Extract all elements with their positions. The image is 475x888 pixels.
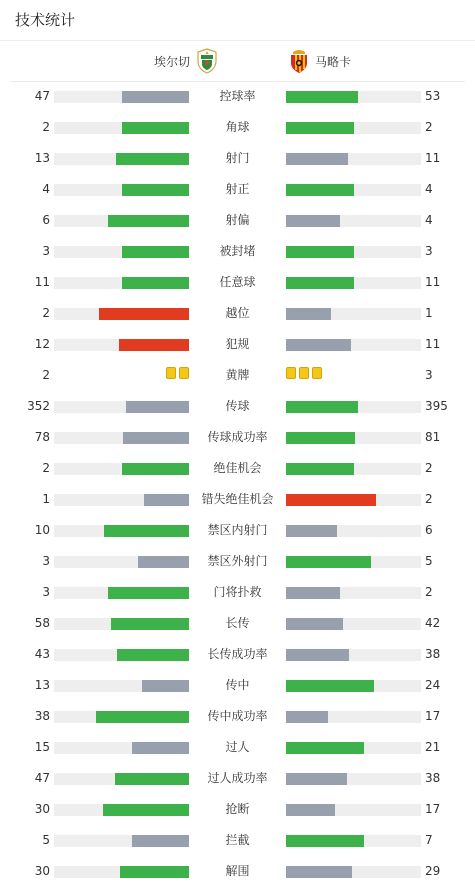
away-bar-fill — [286, 649, 349, 661]
away-bar-track — [286, 463, 421, 475]
stat-row — [0, 577, 475, 608]
home-bar-track — [54, 742, 189, 754]
stat-label: 拦截 — [225, 833, 250, 847]
stat-label: 过人 — [225, 740, 250, 754]
stat-label: 黄牌 — [225, 368, 250, 382]
stat-row — [0, 422, 475, 453]
home-value: 3 — [42, 585, 50, 599]
stat-label: 越位 — [225, 306, 250, 320]
home-bar-fill — [122, 463, 190, 475]
away-bar-track — [286, 525, 421, 537]
stat-row — [0, 453, 475, 484]
stat-row — [0, 794, 475, 825]
stat-label: 抢断 — [225, 802, 250, 816]
home-bar-track — [54, 463, 189, 475]
away-bar-track — [286, 184, 421, 196]
elche-crest-icon — [196, 48, 218, 74]
home-bar-track — [54, 184, 189, 196]
home-bar-track — [54, 866, 189, 878]
away-value: 11 — [425, 151, 441, 165]
stat-label: 射门 — [225, 151, 250, 165]
away-bar-track — [286, 432, 421, 444]
home-bar-track — [54, 556, 189, 568]
stat-row — [0, 267, 475, 298]
stat-row — [0, 391, 475, 422]
away-bar-track — [286, 339, 421, 351]
stat-label: 禁区外射门 — [207, 554, 268, 568]
stat-row — [0, 515, 475, 546]
away-bar-fill — [286, 308, 331, 320]
home-value: 1 — [42, 492, 50, 506]
away-value: 17 — [425, 802, 441, 816]
away-bar-fill — [286, 153, 348, 165]
away-bar-fill — [286, 91, 358, 103]
home-bar-track — [54, 587, 189, 599]
away-value: 6 — [425, 523, 433, 537]
home-bar-fill — [132, 835, 189, 847]
home-bar-track — [54, 122, 189, 134]
away-value: 4 — [425, 182, 433, 196]
away-bar-fill — [286, 680, 374, 692]
home-value: 3 — [42, 554, 50, 568]
stat-row — [0, 360, 475, 391]
home-bar-fill — [99, 308, 189, 320]
away-bar-track — [286, 246, 421, 258]
home-bar-fill — [103, 804, 189, 816]
home-bar-track — [54, 153, 189, 165]
home-bar-fill — [115, 773, 189, 785]
home-bar-track — [54, 215, 189, 227]
home-bar-fill — [132, 742, 189, 754]
yellow-card-icon — [312, 367, 322, 379]
stat-row — [0, 546, 475, 577]
home-bar-track — [54, 835, 189, 847]
home-team[interactable] — [154, 47, 218, 75]
away-value: 7 — [425, 833, 433, 847]
home-bar-fill — [108, 215, 189, 227]
stat-row — [0, 143, 475, 174]
away-value: 3 — [425, 368, 433, 382]
home-bar-fill — [122, 246, 190, 258]
stat-label: 任意球 — [219, 275, 256, 289]
away-bar-track — [286, 494, 421, 506]
away-bar-fill — [286, 215, 340, 227]
away-value: 29 — [425, 864, 441, 878]
home-bar-track — [54, 618, 189, 630]
away-bar-fill — [286, 711, 328, 723]
away-bar-fill — [286, 835, 364, 847]
away-bar-fill — [286, 401, 358, 413]
mallorca-crest-icon — [288, 48, 310, 74]
away-value: 17 — [425, 709, 441, 723]
home-bar-fill — [104, 525, 189, 537]
home-bar-fill — [122, 184, 190, 196]
home-bar-track — [54, 773, 189, 785]
away-value: 4 — [425, 213, 433, 227]
home-value: 78 — [34, 430, 50, 444]
away-bar-fill — [286, 246, 354, 258]
home-value: 3 — [42, 244, 50, 258]
stat-label: 传球成功率 — [207, 430, 268, 444]
stat-label: 犯规 — [225, 337, 250, 351]
home-bar-track — [54, 91, 189, 103]
away-bar-fill — [286, 339, 351, 351]
page-title: 技术统计 — [15, 11, 76, 29]
home-bar-fill — [108, 587, 189, 599]
stat-label: 传中 — [225, 678, 250, 692]
home-value: 11 — [34, 275, 50, 289]
away-bar-fill — [286, 587, 340, 599]
stats-list — [0, 81, 475, 887]
home-bar-fill — [122, 122, 190, 134]
away-team-name: 马略卡 — [315, 54, 352, 69]
stat-row — [0, 205, 475, 236]
home-bar-track — [54, 246, 189, 258]
away-bar-fill — [286, 618, 343, 630]
stat-row — [0, 670, 475, 701]
home-bar-track — [54, 401, 189, 413]
away-value: 38 — [425, 771, 441, 785]
away-bar-track — [286, 401, 421, 413]
away-bar-fill — [286, 277, 354, 289]
home-bar-fill — [119, 339, 189, 351]
home-value: 2 — [42, 306, 50, 320]
home-bar-fill — [123, 432, 189, 444]
stat-row — [0, 856, 475, 887]
away-value: 11 — [425, 275, 441, 289]
home-bar-fill — [142, 680, 189, 692]
away-bar-fill — [286, 556, 371, 568]
away-value: 21 — [425, 740, 441, 754]
home-bar-track — [54, 339, 189, 351]
away-value: 3 — [425, 244, 433, 258]
stat-row — [0, 329, 475, 360]
away-value: 24 — [425, 678, 441, 692]
away-value: 11 — [425, 337, 441, 351]
stat-label: 控球率 — [219, 89, 256, 103]
home-bar-fill — [117, 649, 189, 661]
home-bar-fill — [126, 401, 189, 413]
home-team-name: 埃尔切 — [153, 54, 190, 69]
home-bar-fill — [116, 153, 189, 165]
home-bar-track — [54, 804, 189, 816]
team-header — [10, 41, 465, 82]
home-value: 38 — [34, 709, 50, 723]
home-value: 30 — [34, 802, 50, 816]
home-value: 13 — [34, 678, 50, 692]
stat-label: 门将扑救 — [213, 585, 262, 599]
stat-label: 射偏 — [225, 213, 250, 227]
away-value: 42 — [425, 616, 441, 630]
home-value: 2 — [42, 461, 50, 475]
stat-label: 传球 — [225, 399, 250, 413]
home-bar-track — [54, 432, 189, 444]
stat-row — [0, 174, 475, 205]
home-value: 43 — [34, 647, 50, 661]
stat-row — [0, 825, 475, 856]
away-value: 2 — [425, 585, 433, 599]
away-yellow-cards — [286, 367, 322, 381]
home-value: 47 — [34, 89, 50, 103]
away-bar-fill — [286, 432, 355, 444]
home-value: 2 — [42, 368, 50, 382]
away-bar-fill — [286, 463, 354, 475]
home-value: 47 — [34, 771, 50, 785]
away-value: 5 — [425, 554, 433, 568]
home-bar-track — [54, 525, 189, 537]
stat-row — [0, 763, 475, 794]
home-bar-fill — [144, 494, 189, 506]
stat-row — [0, 639, 475, 670]
home-bar-fill — [120, 866, 189, 878]
away-bar-fill — [286, 804, 335, 816]
away-team[interactable] — [288, 47, 351, 75]
away-bar-track — [286, 308, 421, 320]
stat-label: 长传 — [225, 616, 250, 630]
stat-label: 射正 — [225, 182, 250, 196]
away-bar-track — [286, 711, 421, 723]
stat-row — [0, 81, 475, 112]
stat-row — [0, 236, 475, 267]
stat-label: 过人成功率 — [207, 771, 268, 785]
home-bar-track — [54, 680, 189, 692]
away-value: 395 — [425, 399, 448, 413]
stat-label: 禁区内射门 — [207, 523, 268, 537]
yellow-card-icon — [286, 367, 296, 379]
yellow-card-icon — [179, 367, 189, 379]
away-value: 2 — [425, 461, 433, 475]
home-value: 6 — [42, 213, 50, 227]
away-bar-track — [286, 866, 421, 878]
home-bar-fill — [138, 556, 189, 568]
stat-row — [0, 701, 475, 732]
away-value: 2 — [425, 492, 433, 506]
home-value: 4 — [42, 182, 50, 196]
away-bar-track — [286, 618, 421, 630]
home-value: 5 — [42, 833, 50, 847]
stat-row — [0, 298, 475, 329]
home-bar-track — [54, 649, 189, 661]
home-bar-fill — [111, 618, 189, 630]
home-bar-track — [54, 711, 189, 723]
home-value: 12 — [34, 337, 50, 351]
away-value: 38 — [425, 647, 441, 661]
home-value: 352 — [27, 399, 50, 413]
stat-label: 解围 — [225, 864, 250, 878]
stat-label: 传中成功率 — [207, 709, 268, 723]
home-bar-fill — [96, 711, 189, 723]
away-bar-track — [286, 153, 421, 165]
stat-label: 绝佳机会 — [213, 461, 262, 475]
away-bar-track — [286, 215, 421, 227]
stat-row — [0, 732, 475, 763]
away-bar-track — [286, 277, 421, 289]
stat-label: 角球 — [225, 120, 250, 134]
away-bar-fill — [286, 494, 376, 506]
home-value: 10 — [34, 523, 50, 537]
stat-label: 长传成功率 — [207, 647, 268, 661]
away-bar-fill — [286, 184, 354, 196]
stat-row — [0, 608, 475, 639]
yellow-card-icon — [299, 367, 309, 379]
away-bar-track — [286, 804, 421, 816]
away-value: 2 — [425, 120, 433, 134]
stat-row — [0, 484, 475, 515]
home-value: 13 — [34, 151, 50, 165]
away-bar-fill — [286, 866, 352, 878]
away-bar-fill — [286, 742, 364, 754]
home-bar-fill — [122, 91, 190, 103]
away-bar-track — [286, 773, 421, 785]
home-yellow-cards — [166, 367, 189, 381]
home-bar-track — [54, 494, 189, 506]
stat-label: 被封堵 — [219, 244, 256, 258]
away-bar-fill — [286, 122, 354, 134]
stat-label: 错失绝佳机会 — [201, 492, 274, 506]
away-bar-track — [286, 742, 421, 754]
away-bar-track — [286, 680, 421, 692]
yellow-card-icon — [166, 367, 176, 379]
away-value: 53 — [425, 89, 441, 103]
home-value: 15 — [34, 740, 50, 754]
away-value: 1 — [425, 306, 433, 320]
home-bar-track — [54, 308, 189, 320]
away-bar-fill — [286, 525, 337, 537]
home-value: 58 — [34, 616, 50, 630]
away-bar-track — [286, 649, 421, 661]
away-bar-track — [286, 835, 421, 847]
away-bar-track — [286, 556, 421, 568]
home-value: 30 — [34, 864, 50, 878]
away-bar-track — [286, 587, 421, 599]
away-bar-fill — [286, 773, 347, 785]
home-value: 2 — [42, 120, 50, 134]
stat-row — [0, 112, 475, 143]
away-bar-track — [286, 91, 421, 103]
home-bar-track — [54, 277, 189, 289]
away-value: 81 — [425, 430, 441, 444]
home-bar-fill — [122, 277, 190, 289]
away-bar-track — [286, 122, 421, 134]
